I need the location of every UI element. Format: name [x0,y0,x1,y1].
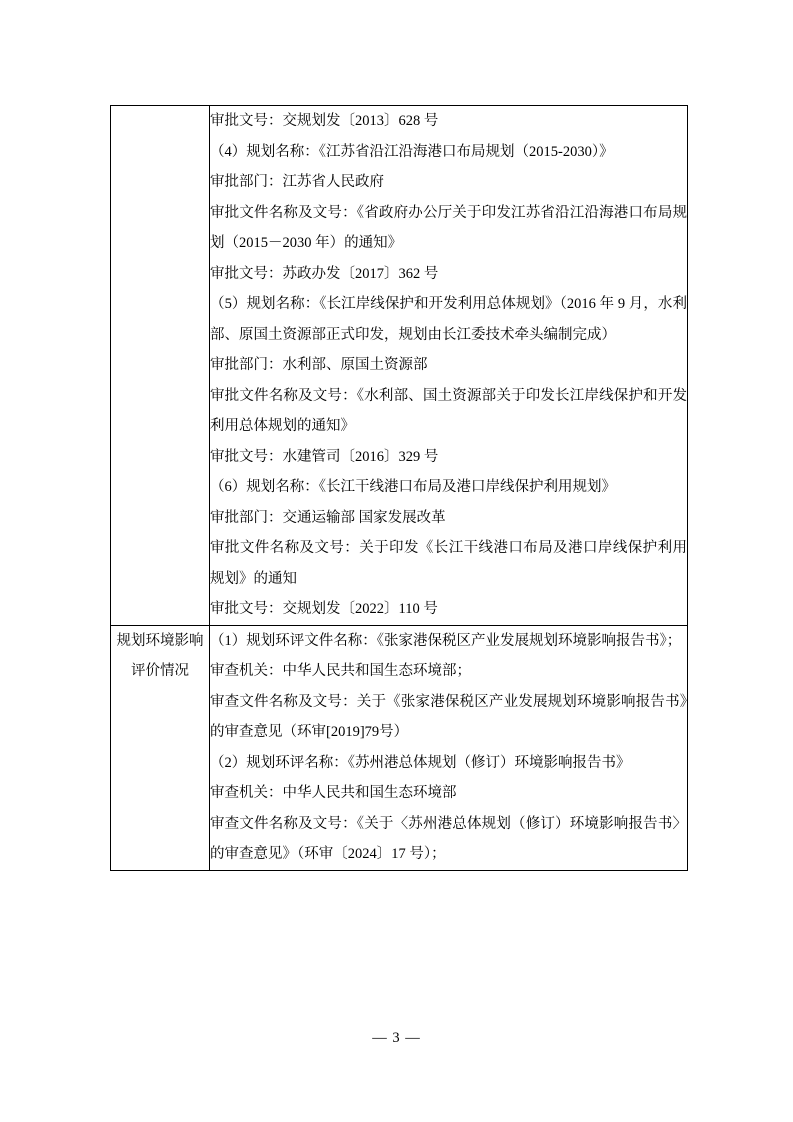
planning-info-table [110,105,688,871]
paragraph: （5）规划名称：《长江岸线保护和开发利用总体规划》（2016 年 9 月，水利部、原国土资源部正式印发，规划由长江委技术牵头编制完成） [210,296,687,343]
row-label-cell-empty [111,106,210,626]
table-row [111,625,688,870]
row-label-line: 评价情况 [131,662,189,679]
paragraph: 审查文件名称及文号：《关于〈苏州港总体规划（修订）环境影响报告书〉的审查意见》（环审〔2024〕17 号）； [210,815,687,862]
paragraph: 审批文件名称及文号：《水利部、国土资源部关于印发长江岸线保护和开发利用总体规划的通知》 [210,387,687,434]
paragraph: （6）规划名称：《长江干线港口布局及港口岸线保护利用规划》 [210,479,616,495]
paragraph: （2）规划环评名称：《苏州港总体规划（修订）环境影响报告书》 [210,754,631,771]
paragraph: 审查机关：中华人民共和国生态环境部 [210,785,457,801]
paragraph: 审批部门：交通运输部 国家发展改革 [210,509,446,526]
paragraph: 审批文件名称及文号：关于印发《长江干线港口布局及港口岸线保护利用规划》的通知 [210,540,687,587]
paragraph: 审查文件名称及文号：关于《张家港保税区产业发展规划环境影响报告书》的审查意见（环审[2019]79号） [210,693,687,740]
paragraph: 审批部门：水利部、原国土资源部 [210,357,428,373]
paragraph: 审批文件名称及文号：《省政府办公厅关于印发江苏省沿江沿海港口布局规划（2015－2030 年）的通知》 [210,204,687,251]
paragraph: 审查机关：中华人民共和国生态环境部； [210,663,471,679]
paragraph: 审批文号：水建管司〔2016〕329 号 [210,448,439,465]
page-number: — 3 — [372,1030,421,1046]
row-content-cell [210,106,688,626]
row-label-line: 规划环境影响 [116,632,204,649]
paragraph: 审批文号：交规划发〔2022〕110 号 [210,601,438,617]
paragraph: 审批文号：苏政办发〔2017〕362 号 [210,265,439,282]
paragraph: 审批文号：交规划发〔2013〕628 号 [210,113,439,129]
table-row [111,106,688,626]
row-content-cell [210,625,688,870]
paragraph: 审批部门：江苏省人民政府 [210,174,384,190]
row-label-cell-environmental-assessment [111,625,210,870]
paragraph: （1）规划环评文件名称：《张家港保税区产业发展规划环境影响报告书》； [210,632,682,649]
paragraph: （4）规划名称：《江苏省沿江沿海港口布局规划（2015-2030）》 [210,143,614,160]
